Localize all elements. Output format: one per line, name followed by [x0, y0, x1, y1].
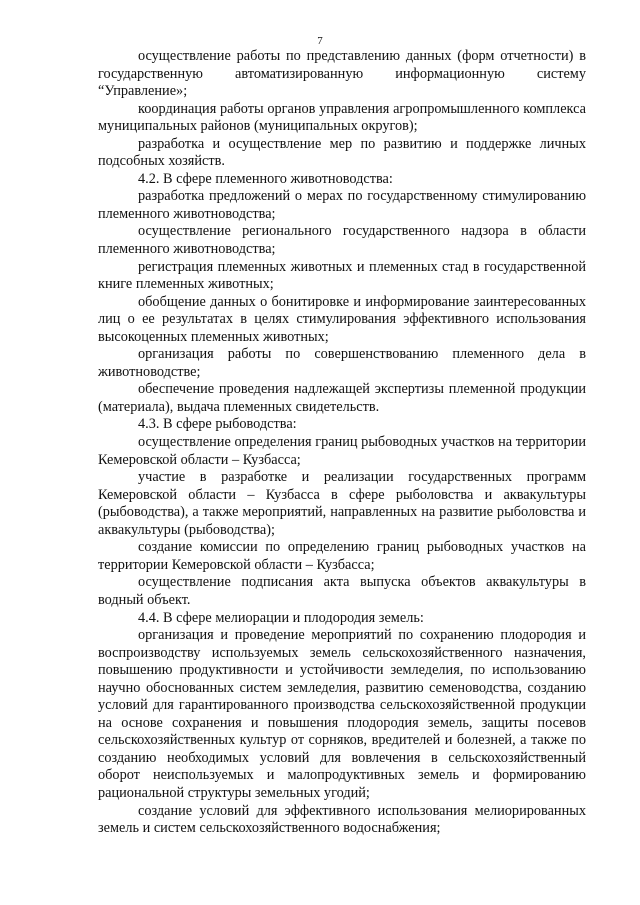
paragraph: осуществление регионального государственного надзора в области племенного животноводства; — [98, 223, 586, 258]
paragraph: обобщение данных о бонитировке и информирование заинтересованных лиц о ее результатах в целях стимулирования эффективного использования высокоценных племенных животных; — [98, 293, 586, 345]
paragraph: обеспечение проведения надлежащей экспертизы племенной продукции (материала), выдача племенных свидетельств. — [98, 381, 586, 415]
section-heading: 4.4. В сфере мелиорации и плодородия земель: — [138, 609, 424, 626]
paragraph: координация работы органов управления агропромышленного комплекса муниципальных районов (муниципальных округов); — [98, 100, 586, 135]
paragraph: создание комиссии по определению границ рыбоводных участков на территории Кемеровской области – Кузбасса; — [98, 539, 586, 573]
document-body — [98, 48, 586, 838]
paragraph: разработка предложений о мерах по государственному стимулированию племенного животноводства; — [98, 188, 586, 222]
paragraph: участие в разработке и реализации государственных программ Кемеровской области – Кузбасса в сфере рыболовства и аквакультуры (рыбоводства), а также мероприятий, направленных на развитие рыболовства и аквакультуры (рыбоводства); — [98, 469, 586, 538]
section-heading: 4.2. В сфере племенного животноводства: — [138, 170, 393, 187]
paragraph: осуществление подписания акта выпуска объектов аквакультуры в водный объект. — [98, 574, 586, 608]
section-heading: 4.3. В сфере рыбоводства: — [138, 416, 297, 433]
paragraph: осуществление определения границ рыбоводных участков на территории Кемеровской области – Кузбасса; — [98, 434, 586, 468]
paragraph: разработка и осуществление мер по развитию и поддержке личных подсобных хозяйств. — [98, 135, 586, 170]
paragraph: организация работы по совершенствованию племенного дела в животноводстве; — [98, 346, 586, 380]
paragraph: создание условий для эффективного использования мелиорированных земель и систем сельскохозяйственного водоснабжения; — [98, 802, 586, 837]
page-number: 7 — [317, 35, 323, 47]
paragraph: регистрация племенных животных и племенных стад в государственной книге племенных животных; — [98, 258, 586, 293]
paragraph: осуществление работы по представлению данных (форм отчетности) в государственную автоматизированную информационную систему “Управление»; — [98, 48, 586, 100]
paragraph: организация и проведение мероприятий по сохранению плодородия и воспроизводству используемых земель сельскохозяйственного назначения, повышению продуктивности и устойчивости земледелия, по использованию научно обоснованных систем земледелия, развитию семеноводства, созданию условий для гарантированного производства сельскохозяйственной продукции на основе сохранения и повышения плодородия земель, защиты посевов сельскохозяйственных культур от сорняков, вредителей и болезней, а также по созданию необходимых условий для вовлечения в сельскохозяйственный оборот неиспользуемых и малопродуктивных земель и формированию рациональной структуры земельных угодий; — [98, 627, 586, 801]
